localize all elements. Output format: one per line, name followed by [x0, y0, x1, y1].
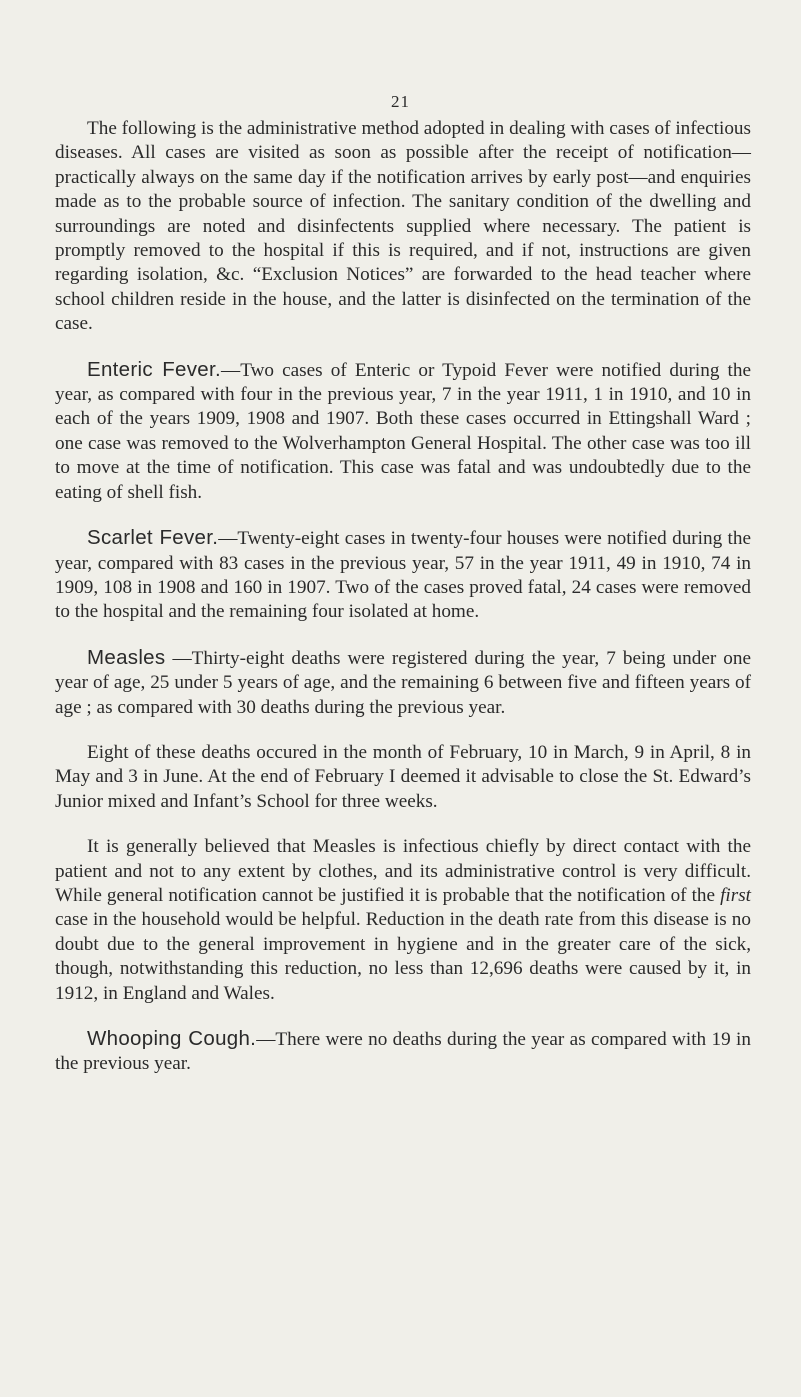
whooping-cough-text: —There were no deaths during the year as compared with 19 in the previous year. — [55, 1029, 751, 1075]
measles-paragraph — [55, 646, 751, 720]
enteric-fever-heading: Enteric Fever. — [87, 357, 221, 381]
measles-control-paragraph — [55, 835, 751, 1006]
measles-deaths-by-month-paragraph: Eight of these deaths occured in the month of February, 10 in March, 9 in April, 8 in May and 3 in June. At the end of February I deemed it advisable to close the St. Edward’s Junior mixed and Infant’s School for three weeks. — [55, 741, 751, 812]
intro-paragraph: The following is the administrative method adopted in dealing with cases of infectious diseases. All cases are visited as soon as possible after the receipt of notification—practically always on the same day if the notification arrives by early post—and enquiries made as to the probable source of infection. The sanitary condition of the dwelling and surroundings are noted and disinfectents supplied where necessary. The patient is promptly removed to the hospital if this is required, and if not, instructions are given regarding isolation, &c. “Exclusion Notices” are forwarded to the head teacher where school children reside in the house, and the latter is disinfected on the termination of the case. — [55, 118, 751, 335]
page-number: 21 — [391, 92, 410, 111]
enteric-fever-text: —Two cases of Enteric or Typoid Fever were notified during the year, as compared with four in the previous year, 7 in the year 1911, 1 in 1910, and 10 in each of the years 1909, 1908 and 1907. Both these cases occurred in Ettingshall Ward ; one case was removed to the Wolverhampton General Hospital. The other case was too ill to move at the time of notification. This case was fatal and was undoubtedly due to the eating of shell fish. — [55, 359, 751, 503]
measles-heading: Measles — [87, 645, 166, 669]
whooping-cough-paragraph — [55, 1027, 751, 1077]
scarlet-fever-heading: Scarlet Fever. — [87, 526, 219, 550]
measles-control-text-end: case in the household would be helpful. Reduction in the death rate from this disease is no doubt due to the general improvement in hygiene and in the greater care of the sick, though, notwithstanding this reduction, no less than 12,696 deaths were caused by it, in 1912, in England and Wales. — [55, 909, 751, 1004]
enteric-fever-paragraph — [55, 358, 751, 505]
body-text — [55, 117, 751, 1098]
whooping-cough-heading: Whooping Cough. — [87, 1027, 257, 1050]
scarlet-fever-paragraph — [55, 526, 751, 625]
measles-control-emphasis: first — [720, 884, 751, 906]
scarlet-fever-text: —Twenty-eight cases in twenty-four houses were notified during the year, compared with 83 cases in the previous year, 57 in the year 1911, 49 in 1910, 74 in 1909, 108 in 1908 and 160 in 1907. Two of the cases proved fatal, 24 cases were removed to the hospital and the remaining four isolated at home. — [55, 528, 751, 623]
measles-control-text-start: It is generally believed that Measles is infectious chiefly by direct contact with the patient and not to any extent by clothes, and its administrative control is very difficult. While general notification cannot be justified it is probable that the notification of the — [55, 836, 751, 906]
measles-text: —Thirty-eight deaths were registered during the year, 7 being under one year of age, 25 under 5 years of age, and the remaining 6 between five and fifteen years of age ; as compared with 30 deaths during the previous year. — [55, 647, 751, 718]
